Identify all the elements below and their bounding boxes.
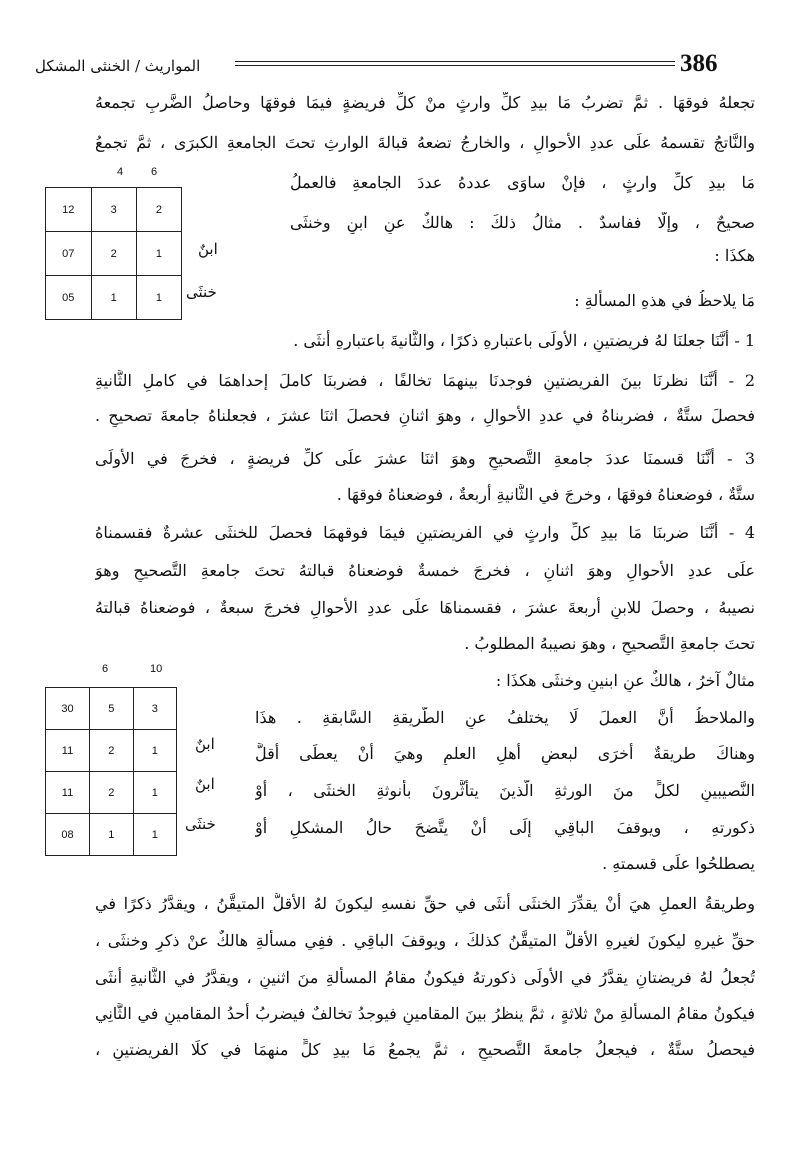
text-line: هكذَا : — [714, 246, 755, 265]
table-cell: 3 — [133, 688, 177, 730]
table1-col-head: 4 — [117, 166, 124, 178]
text-line: ذكورتهِ ، ويوقفَ الباقِي إلَى أنْ يتَّضحَ حالُ المشكلِ أوْ — [255, 818, 755, 837]
table-cell: 11 — [46, 772, 90, 814]
table2-col-head: 10 — [150, 663, 163, 675]
text-line: تجعلهُ فوقهَا . ثمَّ تضربُ مَا بيدِ كلِّ وارثٍ منْ كلِّ فريضةٍ فيمَا فوقهَا وحاصلُ الضَّربِ تجمعهُ — [95, 93, 755, 112]
row-label: ابنٌ — [195, 735, 215, 753]
text-line: فيكونُ مقامُ المسألةِ منْ ثلاثةٍ ، ثمَّ ينظرُ بينَ المقامينِ فيوجدُ تخالفٌ فيضربُ أحدُ المقامينِ في الثَّانِي — [95, 1004, 755, 1023]
row-label: ابنٌ — [198, 240, 218, 258]
table2 — [45, 687, 177, 856]
table-cell: 5 — [90, 688, 133, 730]
text-line: نصيبهُ ، وحصلَ للابنِ أربعةَ عشرَ ، فقسمناهَا علَى عددِ الأحوالِ فخرجَ سبعةٌ ، فوضعناهُ قبالتهُ — [95, 598, 755, 617]
table-row — [46, 688, 177, 730]
table-row — [46, 814, 177, 856]
table-row — [46, 232, 182, 276]
text-line: والملاحظُ أنَّ العملَ لَا يختلفُ عنِ الطَّريقةِ السَّابقةِ . هذَا — [255, 708, 755, 727]
table-row — [46, 730, 177, 772]
table-cell: 2 — [90, 730, 133, 772]
text-line: علَى عددِ الأحوالِ وهوَ اثنانِ ، فخرجَ خمسةٌ فوضعناهُ قبالتهُ تحتَ جامعةِ التَّصحيحِ وهوَ — [95, 561, 755, 580]
table-cell: 1 — [90, 814, 133, 856]
text-line: والنَّاتجُ تقسمهُ علَى عددِ الأحوالِ ، والخارجُ تضعهُ قبالةَ الوارثِ تحتَ الجامعةِ الكبرَى ، ثمَّ تجمعُ — [95, 133, 755, 152]
text-line: 1 - أنَّنَا جعلنَا لهُ فريضتينِ ، الأولَى باعتبارهِ ذكرًا ، والثَّانيةَ باعتبارهِ أنثَى . — [293, 331, 755, 350]
table-cell: 1 — [133, 730, 177, 772]
row-label: ابنٌ — [195, 775, 215, 793]
text-line: صحيحٌ ، وإلَّا ففاسدٌ . مثالُ ذلكَ : هالكٌ عنِ ابنٍ وخنثَى — [290, 213, 755, 232]
table-cell: 07 — [46, 232, 92, 276]
table-cell: 08 — [46, 814, 90, 856]
table-row — [46, 188, 182, 232]
row-label: خنثَى — [185, 815, 216, 833]
text-line: مَا يلاحظُ في هذهِ المسألةِ : — [574, 291, 755, 310]
text-line: مَا بيدِ كلِّ وارثٍ ، فإنْ ساوَى عددهُ عددَ الجامعةِ فالعملُ — [290, 173, 755, 192]
table-cell: 1 — [91, 276, 136, 320]
text-line: فحصلَ ستَّةٌ ، فضربناهُ في عددِ الأحوالِ ، وهوَ اثنانِ فحصلَ اثنَا عشرَ ، فجعلناهُ جامعةَ تصحيحٍ . — [95, 406, 755, 425]
text-line: 2 - أنَّنَا نظرنَا بينَ الفريضتينِ فوجدنَا بينهمَا تخالفًا ، فضربنَا كاملَ إحداهمَا في كاملِ الثَّانيةِ — [95, 371, 755, 390]
table-cell: 05 — [46, 276, 92, 320]
text-line: يصطلحُوا علَى قسمتهِ . — [602, 854, 755, 873]
table1-col-head: 6 — [151, 166, 158, 178]
text-line: وطريقةُ العملِ هيَ أنْ يقدِّرَ الخنثَى أنثَى في حقِّ نفسهِ ليكونَ لهُ الأقلُّ المتيقَّنُ ، ويقدَّرُ ذكرًا في — [95, 894, 755, 913]
running-title: المواريث / الخنثى المشكل — [35, 57, 201, 75]
table-cell: 11 — [46, 730, 90, 772]
text-line: ستَّةٌ ، فوضعناهُ فوقهَا ، وخرجَ في الثَّانيةِ أربعةٌ ، فوضعناهُ فوقهَا . — [336, 485, 755, 504]
header-divider-inner — [235, 65, 675, 66]
row-label: خنثَى — [186, 283, 217, 301]
table2-col-head: 6 — [102, 663, 109, 675]
table-row — [46, 772, 177, 814]
table1 — [45, 187, 182, 320]
page-number: 386 — [680, 50, 718, 77]
table-cell: 30 — [46, 688, 90, 730]
table-cell: 2 — [136, 188, 181, 232]
table-cell: 12 — [46, 188, 92, 232]
text-line: 3 - أنَّنَا قسمنَا عددَ جامعةِ التَّصحيحِ وهوَ اثنَا عشرَ علَى كلِّ فريضةٍ ، فخرجَ في الأولَى — [95, 449, 755, 468]
text-line: تُجعلُ لهُ فريضتانِ يقدَّرُ في الأولَى ذكورتهُ فيكونُ مقامُ المسألةِ منَ اثنينِ ، ويقدَّرُ في الثَّانيةِ أنثَى — [95, 968, 755, 987]
table-cell: 2 — [91, 232, 136, 276]
table-cell: 1 — [136, 276, 181, 320]
text-line: وهناكَ طريقةٌ أخرَى لبعضِ أهلِ العلمِ وهيَ أنْ يعطَى أقلَّ — [255, 744, 755, 763]
table-cell: 1 — [133, 772, 177, 814]
text-line: حقِّ غيرهِ ليكونَ لغيرهِ الأقلُّ المتيقَّنُ كذلكَ ، ويوقفَ الباقِي . ففِي مسألةِ هالكٌ عنْ ذكرٍ وخنثَى ، — [95, 931, 755, 950]
text-line: فيحصلُ ستَّةٌ ، فيجعلُ جامعةَ التَّصحيحِ ، ثمَّ يجمعُ مَا بيدِ كلٍّ منهمَا في كلَا الفريضتينِ ، — [95, 1040, 755, 1059]
text-line: النَّصيبينِ لكلٍّ منَ الورثةِ الَّذينَ يتأثَّرونَ بأنوثةِ الخنثَى ، أوْ — [255, 781, 755, 800]
text-line: مثالٌ آخرُ ، هالكٌ عنِ ابنينِ وخنثَى هكذَا : — [495, 671, 755, 690]
header-divider — [235, 61, 675, 62]
text-line: 4 - أنَّنَا ضربنَا مَا بيدِ كلِّ وارثٍ في الفريضتينِ فيمَا فوقهمَا فحصلَ للخنثَى عشرةٌ فقسمناهُ — [95, 523, 755, 542]
table-cell: 2 — [90, 772, 133, 814]
table-cell: 1 — [136, 232, 181, 276]
table-cell: 3 — [91, 188, 136, 232]
table-cell: 1 — [133, 814, 177, 856]
table-row — [46, 276, 182, 320]
text-line: تحتَ جامعةِ التَّصحيحِ ، وهوَ نصيبهُ المطلوبُ . — [464, 634, 755, 653]
